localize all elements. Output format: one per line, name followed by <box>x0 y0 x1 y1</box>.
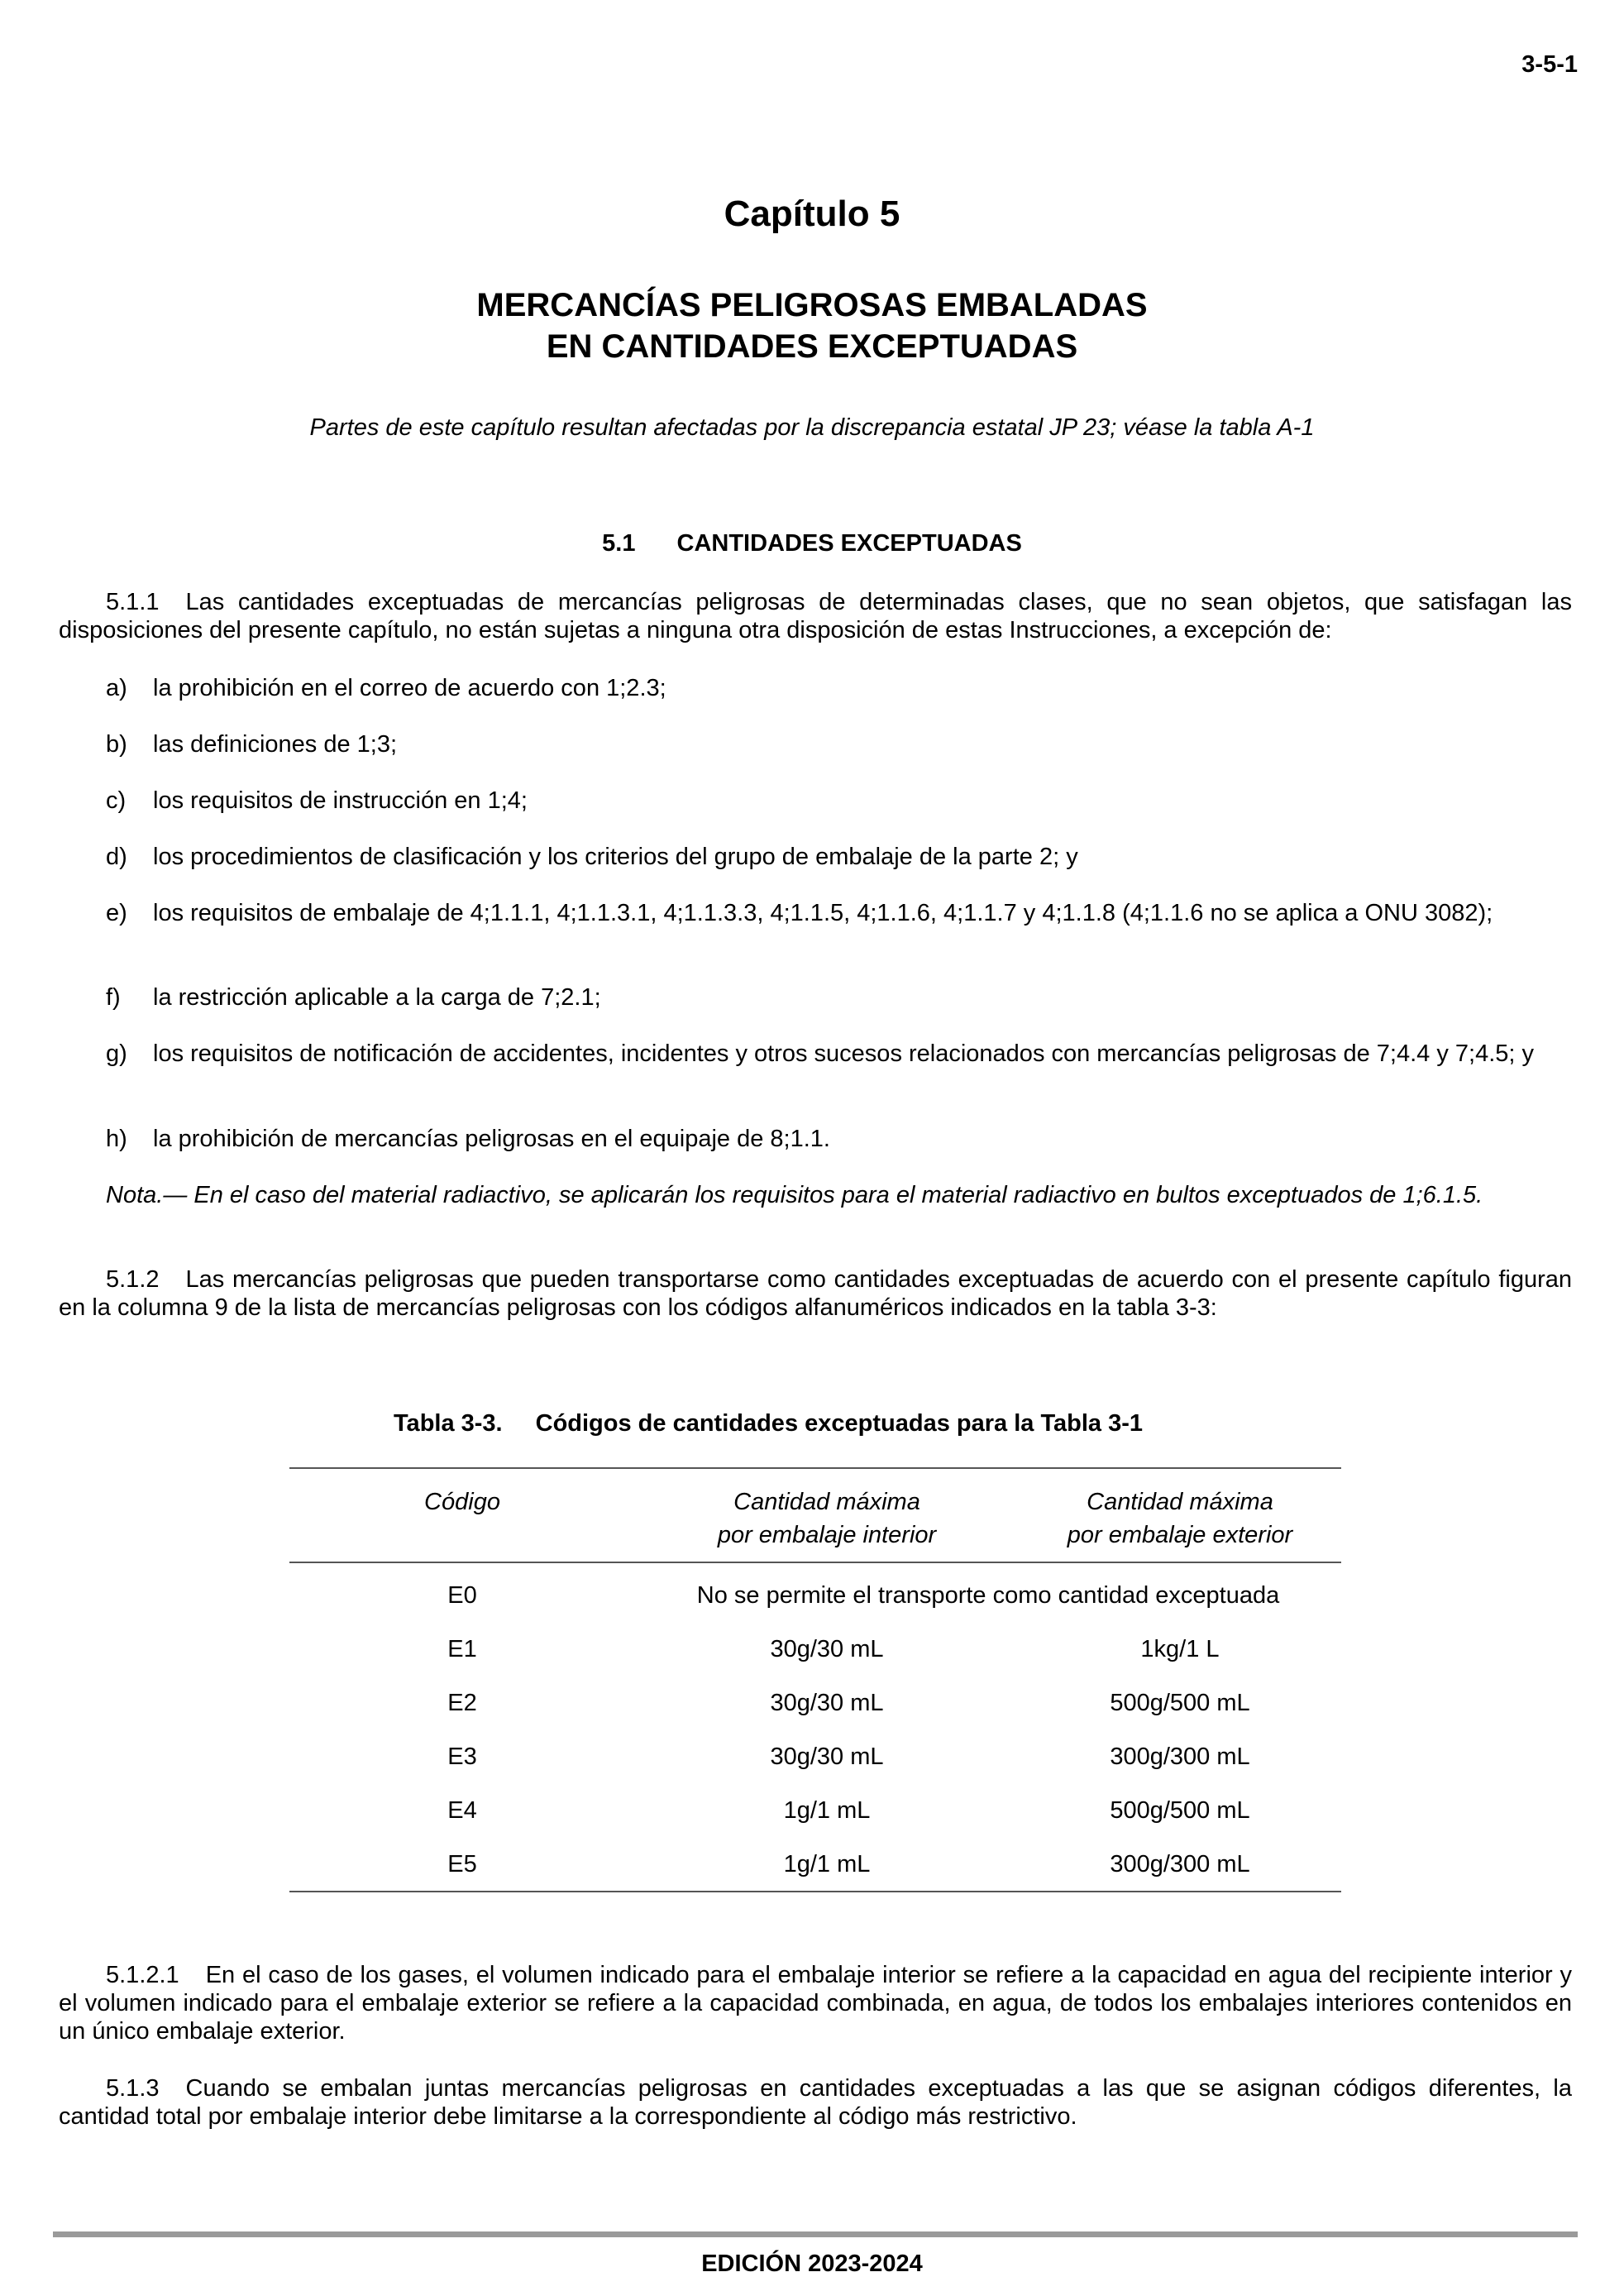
cell-inner: 1g/1 mL <box>783 1796 871 1824</box>
discrepancy-note: Partes de este capítulo resultan afectadas por la discrepancia estatal JP 23; véase la tabla A-1 <box>309 414 1315 441</box>
cell-merged: No se permite el transporte como cantidad exceptuada <box>696 1581 1280 1609</box>
note <box>59 1181 1572 1209</box>
exempted-quantities-table <box>289 1467 1341 1892</box>
list-marker: b) <box>106 731 127 758</box>
list-item-text: los requisitos de embalaje de 4;1.1.1, 4;1.1.3.1, 4;1.1.3.3, 4;1.1.5, 4;1.1.6, 4;1.1.7 y 4;1.1.8 (4;1.1.6 no se aplica a ONU 3082); <box>153 900 1493 926</box>
header-inner-line-2: por embalaje interior <box>717 1522 937 1548</box>
header-outer-quantity <box>1019 1468 1341 1562</box>
chapter-subtitle-line-2: EN CANTIDADES EXCEPTUADAS <box>546 328 1078 365</box>
paragraph-5-1-1 <box>59 588 1572 644</box>
cell-inner: 1g/1 mL <box>635 1837 1019 1892</box>
note-text: En el caso del material radiactivo, se aplicarán los requisitos para el material radiactivo en bultos exceptuados de 1;6.1.5. <box>193 1182 1483 1208</box>
paragraph-5-1-2 <box>59 1265 1572 1322</box>
table-row <box>289 1562 1341 1622</box>
table-caption-label: Tabla 3-3. <box>394 1410 503 1437</box>
list-marker: d) <box>106 844 127 870</box>
chapter-title: Capítulo 5 <box>724 194 900 234</box>
footer-divider <box>53 2231 1578 2237</box>
list-item-d <box>59 843 1572 871</box>
note-label: Nota.— <box>106 1182 188 1208</box>
cell-code: E3 <box>447 1743 477 1770</box>
paragraph-number: 5.1.3 <box>106 2075 160 2102</box>
list-marker: c) <box>106 787 127 814</box>
page-number: 3-5-1 <box>1521 51 1578 78</box>
list-item-a <box>59 674 1572 702</box>
table-caption <box>394 1409 1143 1437</box>
list-item-text: las definiciones de 1;3; <box>153 731 398 758</box>
footer-edition: EDICIÓN 2023-2024 <box>701 2251 923 2277</box>
section-title: CANTIDADES EXCEPTUADAS <box>676 530 1022 557</box>
table-row <box>289 1622 1341 1676</box>
section-number: 5.1 <box>602 530 636 557</box>
table-caption-title: Códigos de cantidades exceptuadas para la Tabla 3-1 <box>535 1410 1143 1437</box>
cell-outer: 300g/300 mL <box>1019 1837 1341 1892</box>
list-item-g <box>59 1040 1572 1068</box>
list-item-c <box>59 787 1572 815</box>
header-inner-line-1: Cantidad máxima <box>733 1489 920 1515</box>
list-item-h <box>59 1125 1572 1153</box>
list-marker: a) <box>106 675 127 701</box>
table-row <box>289 1676 1341 1729</box>
paragraph-text: Las cantidades exceptuadas de mercancías peligrosas de determinadas clases, que no sean objetos, que satisfagan las disposiciones del presente capítulo, no están sujetas a ninguna otra disposición de estas Instrucciones, a excepción de: <box>59 589 1572 643</box>
list-marker: h) <box>106 1126 127 1152</box>
list-item-f <box>59 983 1572 1012</box>
list-item-text: los requisitos de notificación de accidentes, incidentes y otros sucesos relacionados con mercancías peligrosas de 7;4.4 y 7;4.5; y <box>153 1040 1535 1067</box>
list-item-text: la restricción aplicable a la carga de 7;2.1; <box>153 984 601 1011</box>
list-item-text: los procedimientos de clasificación y los criterios del grupo de embalaje de la parte 2; y <box>153 844 1078 870</box>
header-outer-line-2: por embalaje exterior <box>1067 1522 1293 1548</box>
cell-inner: 30g/30 mL <box>770 1635 884 1662</box>
cell-outer: 500g/500 mL <box>1110 1796 1250 1824</box>
table-row <box>289 1837 1341 1892</box>
paragraph-number: 5.1.2.1 <box>106 1962 179 1988</box>
list-item-text: la prohibición en el correo de acuerdo con 1;2.3; <box>153 675 666 701</box>
cell-code: E1 <box>447 1635 477 1662</box>
cell-code: E2 <box>447 1689 477 1716</box>
section-heading <box>0 529 1624 557</box>
cell-code: E4 <box>447 1796 477 1824</box>
list-item-b <box>59 730 1572 758</box>
paragraph-text: Las mercancías peligrosas que pueden transportarse como cantidades exceptuadas de acuerdo con el presente capítulo figuran en la columna 9 de la lista de mercancías peligrosas con los códigos alfanuméricos indicados en la tabla 3-3: <box>59 1266 1572 1321</box>
cell-code: E0 <box>447 1581 477 1609</box>
list-marker: e) <box>106 900 127 926</box>
chapter-subtitle-line-1: MERCANCÍAS PELIGROSAS EMBALADAS <box>476 287 1148 323</box>
paragraph-number: 5.1.1 <box>106 589 160 615</box>
header-inner-quantity <box>635 1468 1019 1562</box>
chapter-subtitle <box>0 285 1624 367</box>
cell-outer: 300g/300 mL <box>1110 1743 1250 1770</box>
paragraph-text: En el caso de los gases, el volumen indicado para el embalaje interior se refiere a la capacidad en agua del recipiente interior y el volumen indicado para el embalaje exterior se refiere a la capacidad combinada, en agua, de todos los embalajes interiores contenidos en un único embalaje exterior. <box>59 1962 1572 2045</box>
cell-inner: 30g/30 mL <box>770 1689 884 1716</box>
list-item-e <box>59 899 1572 927</box>
list-item-text: los requisitos de instrucción en 1;4; <box>153 787 528 814</box>
header-code: Código <box>289 1468 635 1562</box>
list-item-text: la prohibición de mercancías peligrosas en el equipaje de 8;1.1. <box>153 1126 830 1152</box>
paragraph-number: 5.1.2 <box>106 1266 160 1293</box>
table-row <box>289 1729 1341 1783</box>
cell-inner: 30g/30 mL <box>770 1743 884 1770</box>
list-marker: f) <box>106 984 121 1011</box>
cell-code: E5 <box>289 1837 635 1892</box>
paragraph-5-1-2-1 <box>59 1961 1572 2045</box>
paragraph-5-1-3 <box>59 2074 1572 2131</box>
paragraph-text: Cuando se embalan juntas mercancías peligrosas en cantidades exceptuadas a las que se asignan códigos diferentes, la cantidad total por embalaje interior debe limitarse a la correspondiente al código más restrictivo. <box>59 2075 1572 2130</box>
table-header-row <box>289 1468 1341 1562</box>
list-marker: g) <box>106 1040 127 1067</box>
table-row <box>289 1783 1341 1837</box>
cell-outer: 500g/500 mL <box>1110 1689 1250 1716</box>
header-outer-line-1: Cantidad máxima <box>1087 1489 1273 1515</box>
cell-outer: 1kg/1 L <box>1140 1635 1220 1662</box>
